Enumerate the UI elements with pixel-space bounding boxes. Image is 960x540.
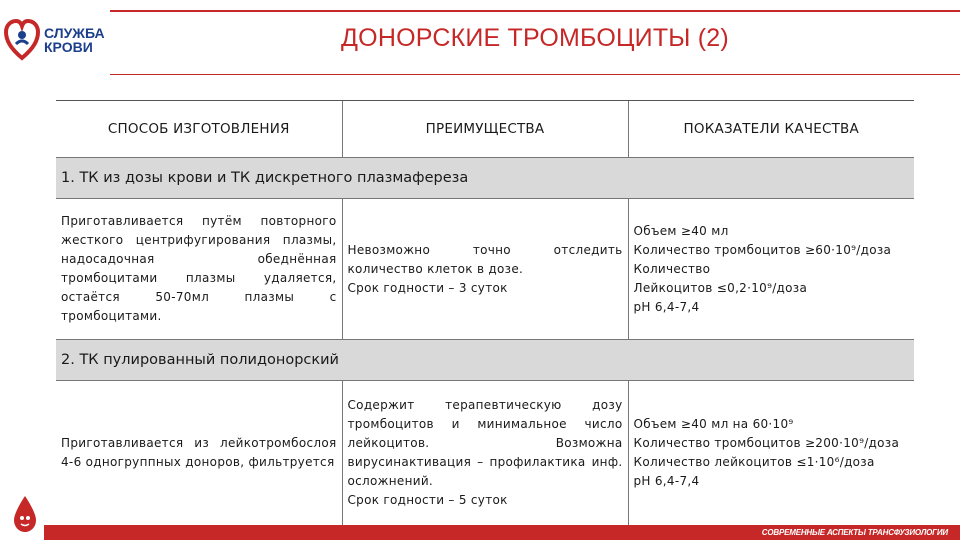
heart-logo-icon	[4, 18, 40, 62]
quality-cell-1	[628, 199, 914, 340]
section-title-2: 2. ТК пулированный полидонорский	[56, 340, 914, 381]
logo[interactable]	[4, 8, 104, 72]
quality-line: рН 6,4-7,4	[633, 474, 700, 488]
method-cell-1: Приготавливается путём повторного жесткого центрифугирования плазмы, надосадочная обеднённая тромбоцитами плазмы удаляется, остаётся 50-70мл плазмы с тромбоцитами.	[61, 214, 337, 323]
section-row-1	[56, 158, 914, 199]
quality-line: Объем ≥40 мл	[633, 223, 729, 238]
table-row	[56, 381, 914, 526]
logo-line-2: КРОВИ	[44, 39, 93, 55]
quality-line: Количество лейкоцитов ≤1·10⁶/доза	[633, 455, 875, 469]
advantages-cell-2	[342, 381, 628, 526]
footer-bar	[44, 525, 960, 540]
logo-line-1: СЛУЖБА	[44, 25, 105, 41]
advantage-text: Содержит терапевтическую дозу тромбоцитов и минимальное число лейкоцитов. Возможна вирусинактивация – профилактика инф. осложнений.	[347, 398, 623, 488]
advantages-cell-1	[342, 199, 628, 340]
footer-text: СОВРЕМЕННЫЕ АСПЕКТЫ ТРАНСФУЗИОЛОГИИ	[761, 528, 948, 537]
quality-line: Количество тромбоцитов ≥60·10⁹/доза	[633, 242, 892, 257]
quality-line: Количество	[633, 261, 711, 276]
header-method: СПОСОБ ИЗГОТОВЛЕНИЯ	[56, 101, 342, 158]
quality-line: Объем ≥40 мл на 60·10⁹	[633, 417, 794, 431]
quality-line: Лейкоцитов ≤0,2·10⁹/доза	[633, 280, 808, 295]
header-bottom-rule	[110, 74, 960, 75]
quality-line: рН 6,4-7,4	[633, 299, 700, 314]
advantage-text: Срок годности – 3 суток	[347, 280, 508, 295]
slide-title: ДОНОРСКИЕ ТРОМБОЦИТЫ (2)	[341, 24, 729, 52]
method-cell-2: Приготавливается из лейкотромбослоя 4-6 одногруппных доноров, фильтруется	[61, 436, 337, 469]
header-advantages: ПРЕИМУЩЕСТВА	[342, 101, 628, 158]
platelets-table	[56, 100, 914, 525]
advantage-text: Невозможно точно отследить количество клеток в дозе.	[347, 242, 623, 276]
quality-line: Количество тромбоцитов ≥200·10⁹/доза	[633, 436, 900, 450]
quality-cell-2	[628, 381, 914, 526]
advantage-text: Срок годности – 5 суток	[347, 493, 508, 507]
header	[0, 0, 960, 76]
section-title-1: 1. ТК из дозы крови и ТК дискретного плазмафереза	[56, 158, 914, 199]
section-row-2	[56, 340, 914, 381]
table-row	[56, 199, 914, 340]
blood-drop-mascot-icon	[10, 494, 40, 534]
header-top-rule	[110, 10, 960, 12]
logo-text	[44, 26, 105, 54]
header-quality: ПОКАЗАТЕЛИ КАЧЕСТВА	[628, 101, 914, 158]
table-header-row	[56, 101, 914, 158]
